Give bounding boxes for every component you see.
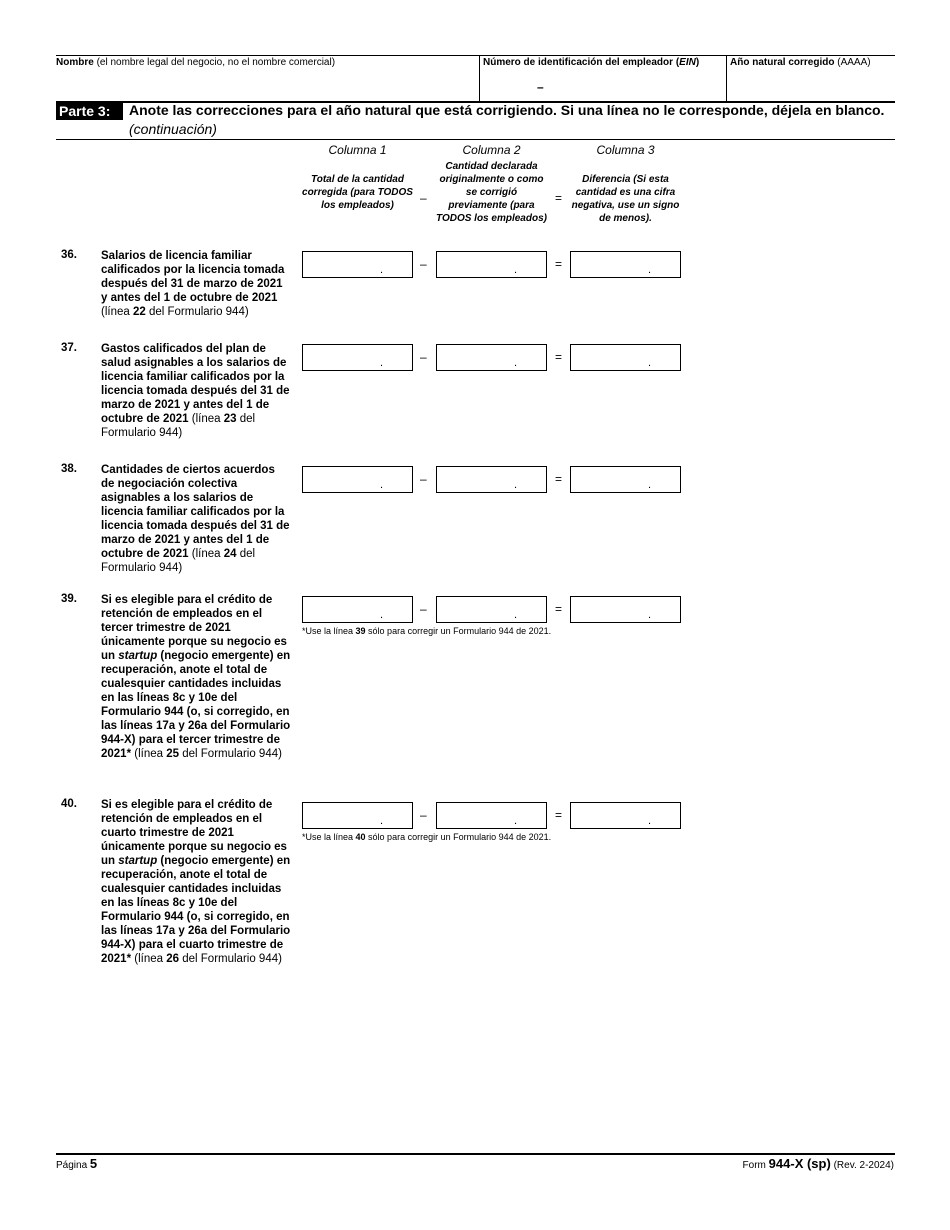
line-37-ref-prefix: (línea xyxy=(188,413,224,425)
decimal-point: . xyxy=(647,609,651,621)
decimal-point: . xyxy=(647,357,651,369)
footer-rule xyxy=(56,1153,895,1155)
footer-form-id xyxy=(743,1156,894,1171)
decimal-point: . xyxy=(513,479,517,491)
line-36-ref-suffix: del Formulario 944) xyxy=(145,306,249,318)
part-title-text: Anote las correcciones para el año natural que está corrigiendo. Si una línea no le corresponde, déjela en blanco. xyxy=(129,102,885,118)
column-1-description: Total de la cantidad corregida (para TODOS los empleados) xyxy=(302,174,413,211)
header-divider-1 xyxy=(479,55,480,102)
line-36-column-3-input[interactable] xyxy=(570,251,681,278)
part-title-continued: (continuación) xyxy=(129,121,217,137)
decimal-point: . xyxy=(379,357,383,369)
line-40-ref-suffix: del Formulario 944) xyxy=(179,953,282,965)
line-36-text: Salarios de licencia familiar calificados por la licencia tomada después del 31 de marzo de 2021 y antes del 1 de octubre de 2021 xyxy=(101,250,285,304)
line-36-column-2-input[interactable] xyxy=(436,251,547,278)
ein-label: Número de identificación del empleador ( xyxy=(483,57,680,68)
line-40-note-a: *Use la línea xyxy=(302,832,356,842)
line-40-note-ref: 40 xyxy=(355,832,366,842)
decimal-point: . xyxy=(513,609,517,621)
line-36-minus: – xyxy=(420,257,427,271)
decimal-point: . xyxy=(647,479,651,491)
line-40-note-b: sólo para corregir un Formulario 944 de 2021. xyxy=(365,832,552,842)
year-label-format: (AAAA) xyxy=(837,57,871,68)
line-38-column-3-input[interactable] xyxy=(570,466,681,493)
line-40-column-2-input[interactable] xyxy=(436,802,547,829)
decimal-point: . xyxy=(379,264,383,276)
line-37-description xyxy=(101,342,291,440)
line-38-minus: – xyxy=(420,472,427,486)
line-40-column-3-input[interactable] xyxy=(570,802,681,829)
line-36-ref-prefix: (línea xyxy=(101,306,133,318)
line-40-description xyxy=(101,798,291,966)
line-36-number: 36. xyxy=(61,249,77,261)
decimal-point: . xyxy=(379,479,383,491)
line-37-number: 37. xyxy=(61,342,77,354)
line-39-note-a: *Use la línea xyxy=(302,626,356,636)
line-40-startup: startup xyxy=(118,855,158,867)
decimal-point: . xyxy=(513,815,517,827)
line-38-ref: 24 xyxy=(223,548,237,560)
line-39-note-b: sólo para corregir un Formulario 944 de 2021. xyxy=(365,626,552,636)
line-38-description xyxy=(101,463,291,575)
decimal-point: . xyxy=(513,264,517,276)
line-39-description xyxy=(101,593,291,761)
decimal-point: . xyxy=(647,815,651,827)
line-40-number: 40. xyxy=(61,798,77,810)
line-38-number: 38. xyxy=(61,463,77,475)
line-40-footnote xyxy=(302,832,551,842)
page-label: Página xyxy=(56,1160,88,1171)
part-title xyxy=(129,101,899,139)
form-name: 944-X (sp) xyxy=(768,1156,831,1171)
header-divider-2 xyxy=(726,55,727,102)
line-40-column-1-input[interactable] xyxy=(302,802,413,829)
line-38-ref-suffix: del Formulario 944) xyxy=(101,548,256,574)
line-37-equals: = xyxy=(555,350,563,364)
line-36-column-1-input[interactable] xyxy=(302,251,413,278)
line-39-column-1-input[interactable] xyxy=(302,596,413,623)
form-prefix: Form xyxy=(742,1160,766,1171)
line-37-text: Gastos calificados del plan de salud asignables a los salarios de licencia familiar calificados por la licencia tomada después del 31 de marzo de 2021 y antes del 1 de octubre de 2021 xyxy=(101,343,290,425)
ein-field[interactable] xyxy=(483,57,699,69)
line-39-minus: – xyxy=(420,602,427,616)
column-2-description: Cantidad declarada originalmente o como se corrigió previamente (para TODOS los empleados) xyxy=(436,161,547,224)
line-37-ref: 23 xyxy=(223,413,237,425)
decimal-point: . xyxy=(513,357,517,369)
line-39-ref-suffix: del Formulario 944) xyxy=(179,748,282,760)
part-badge: Parte 3: xyxy=(56,103,123,120)
form-revision: (Rev. 2-2024) xyxy=(833,1160,894,1171)
line-40-equals: = xyxy=(555,808,563,822)
line-39-number: 39. xyxy=(61,593,77,605)
line-39-text-a: Si es elegible para el crédito de retención de empleados en el tercer trimestre de 2021 únicamente porque su negocio es un xyxy=(101,594,287,662)
line-36-ref: 22 xyxy=(132,306,146,318)
year-field[interactable] xyxy=(730,57,871,69)
line-38-equals: = xyxy=(555,472,563,486)
header-equals-sign: = xyxy=(555,191,563,205)
line-38-column-1-input[interactable] xyxy=(302,466,413,493)
ein-label-close: ) xyxy=(695,57,700,68)
line-39-footnote xyxy=(302,626,551,636)
line-38-text: Cantidades de ciertos acuerdos de negociación colectiva asignables a los salarios de licencia familiar calificados por la licencia tomada después del 31 de marzo de 2021 y antes del 1 de octubre de 2021 xyxy=(101,464,290,560)
name-label-note: (el nombre legal del negocio, no el nombre comercial) xyxy=(96,57,336,68)
line-40-minus: – xyxy=(420,808,427,822)
footer-page xyxy=(56,1156,97,1171)
line-39-column-3-input[interactable] xyxy=(570,596,681,623)
header-top-rule xyxy=(56,55,895,56)
column-1-heading: Columna 1 xyxy=(328,143,387,157)
line-38-ref-prefix: (línea xyxy=(188,548,224,560)
column-3-heading: Columna 3 xyxy=(596,143,655,157)
line-37-column-3-input[interactable] xyxy=(570,344,681,371)
line-38-column-2-input[interactable] xyxy=(436,466,547,493)
line-39-note-ref: 39 xyxy=(355,626,366,636)
header-minus-sign: – xyxy=(420,191,427,205)
line-39-column-2-input[interactable] xyxy=(436,596,547,623)
line-37-column-1-input[interactable] xyxy=(302,344,413,371)
line-39-startup: startup xyxy=(118,650,158,662)
line-40-text-a: Si es elegible para el crédito de retención de empleados en el cuarto trimestre de 2021 únicamente porque su negocio es un xyxy=(101,799,287,867)
name-label: Nombre xyxy=(56,57,94,68)
part-bottom-rule xyxy=(56,139,895,140)
line-40-text-b: (negocio emergente) en recuperación, anote el total de cualesquier cantidades incluidas en las líneas 8c y 10e del Formulario 944 (o, si corregido, en las líneas 17a y 26a del Formulario 944-X) para el cuarto trimestre de 2021* xyxy=(101,855,291,965)
column-2-heading: Columna 2 xyxy=(462,143,521,157)
decimal-point: . xyxy=(379,609,383,621)
year-label: Año natural corregido xyxy=(730,57,835,68)
column-3-description: Diferencia (Si esta cantidad es una cifra negativa, use un signo de menos). xyxy=(571,174,680,224)
line-37-ref-suffix: del Formulario 944) xyxy=(101,413,256,439)
page-number: 5 xyxy=(89,1156,98,1171)
ein-dash: – xyxy=(537,80,544,94)
decimal-point: . xyxy=(379,815,383,827)
line-40-ref-prefix: (línea xyxy=(131,953,167,965)
line-37-minus: – xyxy=(420,350,427,364)
line-39-ref: 25 xyxy=(166,748,180,760)
line-39-text-b: (negocio emergente) en recuperación, anote el total de cualesquier cantidades incluidas en las líneas 8c y 10e del Formulario 944 (o, si corregido, en las líneas 17a y 26a del Formulario 944-X) para el tercer trimestre de 2021* xyxy=(101,650,291,760)
decimal-point: . xyxy=(647,264,651,276)
line-40-ref: 26 xyxy=(166,953,180,965)
ein-abbrev: EIN xyxy=(679,57,696,68)
line-37-column-2-input[interactable] xyxy=(436,344,547,371)
line-39-ref-prefix: (línea xyxy=(131,748,167,760)
line-36-description xyxy=(101,249,291,319)
line-39-equals: = xyxy=(555,602,563,616)
line-36-equals: = xyxy=(555,257,563,271)
name-field[interactable] xyxy=(56,57,335,69)
